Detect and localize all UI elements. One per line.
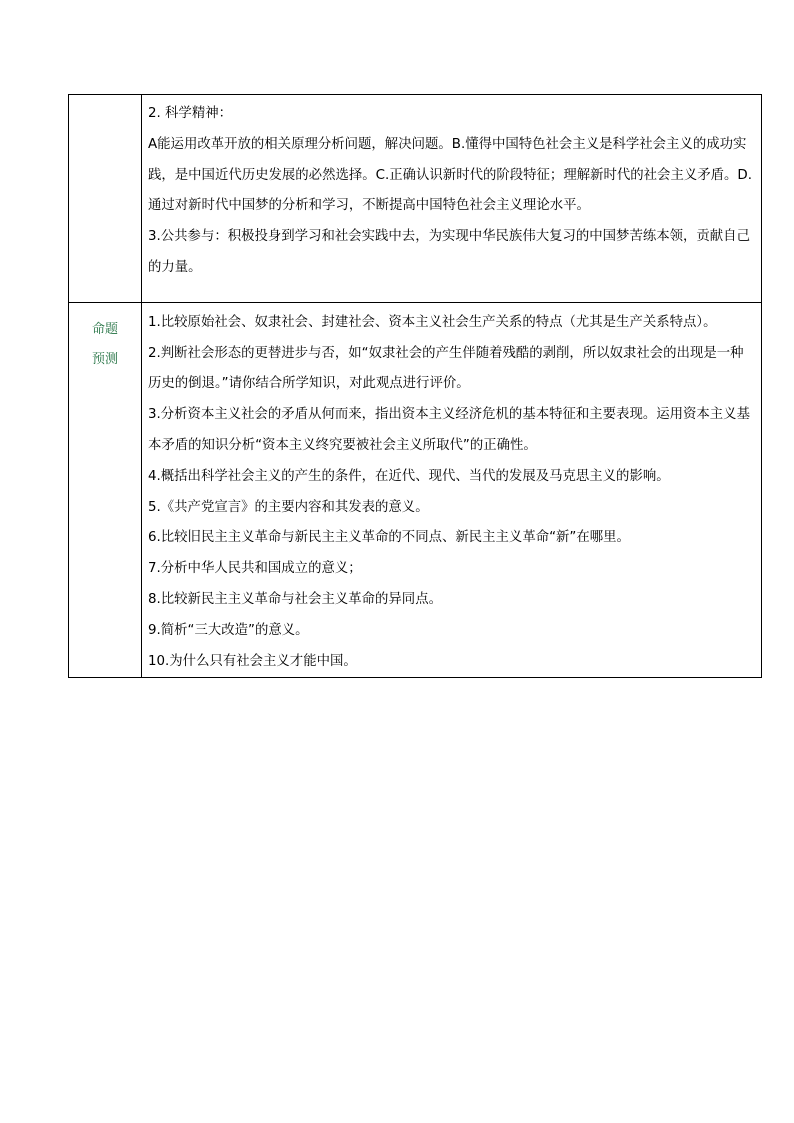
table-row-prediction bbox=[69, 302, 762, 678]
prediction-item-6: 6.比较旧民主主义革命与新民主主义革命的不同点、新民主主义革命“新”在哪里。 bbox=[148, 530, 630, 546]
prediction-label-line2: 预测 bbox=[91, 351, 118, 367]
prediction-item-7: 7.分析中华人民共和国成立的意义； bbox=[148, 561, 362, 577]
paragraph-scientific-spirit-body: A能运用改革开放的相关原理分析问题，解决问题。B.懂得中国特色社会主义是科学社会主义的成功实践，是中国近代历史发展的必然选择。C.正确认识新时代的阶段特征；理解新时代的社会主义矛盾。D.通过对新时代中国梦的分析和学习，不断提高中国特色社会主义理论水平。 bbox=[148, 136, 752, 214]
prediction-label bbox=[69, 303, 141, 375]
prediction-item-10: 10.为什么只有社会主义才能中国。 bbox=[148, 653, 357, 669]
prediction-item-8: 8.比较新民主主义革命与社会主义革命的异同点。 bbox=[148, 591, 442, 607]
content-table bbox=[68, 94, 762, 678]
prediction-item-1: 1.比较原始社会、奴隶社会、封建社会、资本主义社会生产关系的特点（尤其是生产关系特点）。 bbox=[148, 314, 717, 330]
prediction-item-2: 2.判断社会形态的更替进步与否，如“奴隶社会的产生伴随着残酷的剥削，所以奴隶社会的出现是一种历史的倒退。”请你结合所学知识，对此观点进行评价。 bbox=[148, 345, 744, 392]
paragraph-scientific-spirit-heading: 2. 科学精神： bbox=[148, 106, 232, 121]
prediction-content-cell bbox=[142, 302, 762, 678]
prediction-item-5: 5.《共产党宣言》的主要内容和其发表的意义。 bbox=[148, 499, 429, 515]
prediction-item-3: 3.分析资本主义社会的矛盾从何而来，指出资本主义经济危机的基本特征和主要表现。运用资本主义基本矛盾的知识分析“资本主义终究要被社会主义所取代”的正确性。 bbox=[148, 407, 750, 453]
row-label-cell bbox=[69, 302, 142, 678]
table-row-literacy bbox=[69, 95, 762, 303]
row-label-cell bbox=[69, 95, 142, 303]
prediction-item-4: 4.概括出科学社会主义的产生的条件，在近代、现代、当代的发展及马克思主义的影响。 bbox=[148, 468, 670, 484]
paragraph-public-participation: 3.公共参与：积极投身到学习和社会实践中去，为实现中华民族伟大复习的中国梦苦练本领，贡献自己的力量。 bbox=[148, 229, 750, 275]
prediction-label-line1: 命题 bbox=[91, 321, 118, 337]
literacy-content-cell bbox=[142, 95, 762, 303]
prediction-item-9: 9.简析“三大改造”的意义。 bbox=[148, 622, 309, 638]
